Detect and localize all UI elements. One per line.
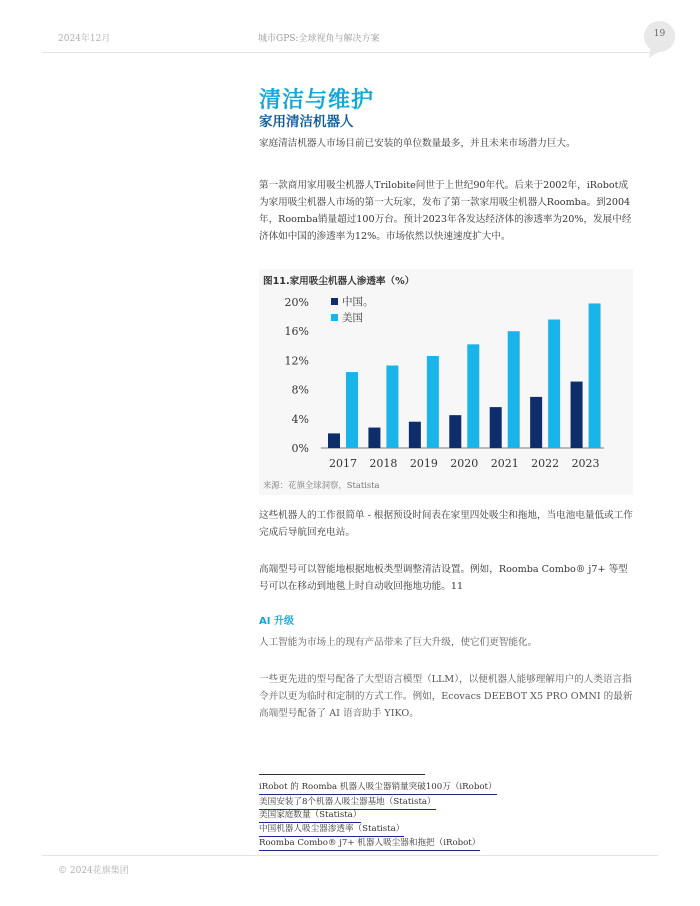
x-tick-label: 2022 xyxy=(531,457,560,470)
y-tick-label: 0% xyxy=(291,442,309,455)
x-tick-label: 2018 xyxy=(369,457,398,470)
legend-label: 美国 xyxy=(342,312,363,324)
paragraph-llm: 一些更先进的型号配备了大型语言模型（LLM），以便机器人能够理解用户的人类语言指令并以更为临时和定制的方式工作。例如，Ecovacs DEEBOT X5 PRO OMNI 的最新高端型号配备了 AI 语音助手 YIKO。 xyxy=(259,674,633,719)
x-tick-label: 2019 xyxy=(409,457,438,470)
x-tick-label: 2020 xyxy=(450,457,479,470)
figure-11 xyxy=(259,269,633,495)
x-tick-label: 2017 xyxy=(329,457,357,470)
header-divider xyxy=(42,52,658,53)
chart-source: 来源：花旗全球洞察，Statista xyxy=(263,480,380,490)
y-tick-label: 4% xyxy=(291,412,309,426)
bar-usa-2018 xyxy=(386,366,398,448)
footer-divider xyxy=(42,855,658,856)
bar-usa-2019 xyxy=(427,356,439,448)
chart-title: 图11.家用吸尘机器人渗透率（%） xyxy=(263,276,415,287)
footnote-link-4[interactable]: 中国机器人吸尘器渗透率（Statista） xyxy=(259,822,404,837)
footnote-link-2[interactable]: 美国安装了8个机器人吸尘器基地（Statista） xyxy=(259,795,436,810)
footnote-divider xyxy=(259,774,425,775)
paragraph-operation: 这些机器人的工作很简单 - 根据预设时间表在家里四处吸尘和拖地，当电池电量低或工作完成后导航回充电站。 xyxy=(259,510,633,538)
paragraph-ai-intro: 人工智能为市场上的现有产品带来了巨大升级，使它们更智能化。 xyxy=(259,637,538,648)
speech-bubble-icon xyxy=(643,20,676,59)
bar-usa-2023 xyxy=(589,303,601,448)
footer-copyright: © 2024花旗集团 xyxy=(58,866,129,876)
x-tick-label: 2023 xyxy=(571,457,600,470)
footnote-link-5[interactable]: Roomba Combo® j7+ 机器人吸尘器和拖把（iRobot） xyxy=(259,836,480,851)
bar-usa-2020 xyxy=(467,344,479,448)
y-tick-label: 8% xyxy=(291,383,309,397)
legend-label: 中国。 xyxy=(342,296,374,308)
y-tick-label: 20% xyxy=(284,296,309,309)
bar-china-2022 xyxy=(530,397,542,448)
page-number: 19 xyxy=(653,29,666,39)
paragraph-intro: 家庭清洁机器人市场目前已安装的单位数量最多，并且未来市场潜力巨大。 xyxy=(259,138,576,149)
y-tick-label: 16% xyxy=(284,325,309,339)
section-subtitle: 家用清洁机器人 xyxy=(259,114,354,130)
bar-china-2023 xyxy=(571,382,583,448)
bar-china-2019 xyxy=(409,422,421,448)
section-title: 清洁与维护 xyxy=(259,88,375,113)
bar-usa-2022 xyxy=(548,320,560,448)
bar-usa-2021 xyxy=(508,331,520,448)
header-title: 城市GPS:全球视角与解决方案 xyxy=(258,34,380,44)
ai-upgrade-heading: AI 升级 xyxy=(259,616,294,627)
bar-china-2021 xyxy=(490,407,502,448)
page-number-badge xyxy=(643,20,676,59)
bar-usa-2017 xyxy=(346,372,358,448)
x-tick-label: 2021 xyxy=(490,457,519,470)
bar-china-2020 xyxy=(449,415,461,448)
footnote-link-1[interactable]: iRobot 的 Roomba 机器人吸尘器销量突破100万（iRobot） xyxy=(259,780,497,795)
y-tick-label: 12% xyxy=(284,354,309,368)
footnote-link-3[interactable]: 美国家庭数量（Statista） xyxy=(259,808,361,823)
bar-china-2018 xyxy=(368,428,380,448)
header-date: 2024年12月 xyxy=(58,34,111,44)
bar-china-2017 xyxy=(328,433,340,448)
legend-swatch xyxy=(331,298,338,305)
legend-swatch xyxy=(331,314,338,321)
paragraph-history: 第一款商用家用吸尘机器人Trilobite问世于上世纪90年代。后来于2002年，iRobot成为家用吸尘机器人市场的第一大玩家，发布了第一款家用吸尘机器人Roomba。到2004年，Roomba销量超过100万台。预计2023年各发达经济体的渗透率为20%，发展中经济体如中国的渗透率为12%。市场依然以快速速度扩大中。 xyxy=(259,180,632,242)
paragraph-high-end: 高端型号可以智能地根据地板类型调整清洁设置。例如，Roomba Combo® j7+ 等型号可以在移动到地毯上时自动收回拖地功能。11 xyxy=(259,564,628,592)
bar-chart xyxy=(259,269,633,474)
